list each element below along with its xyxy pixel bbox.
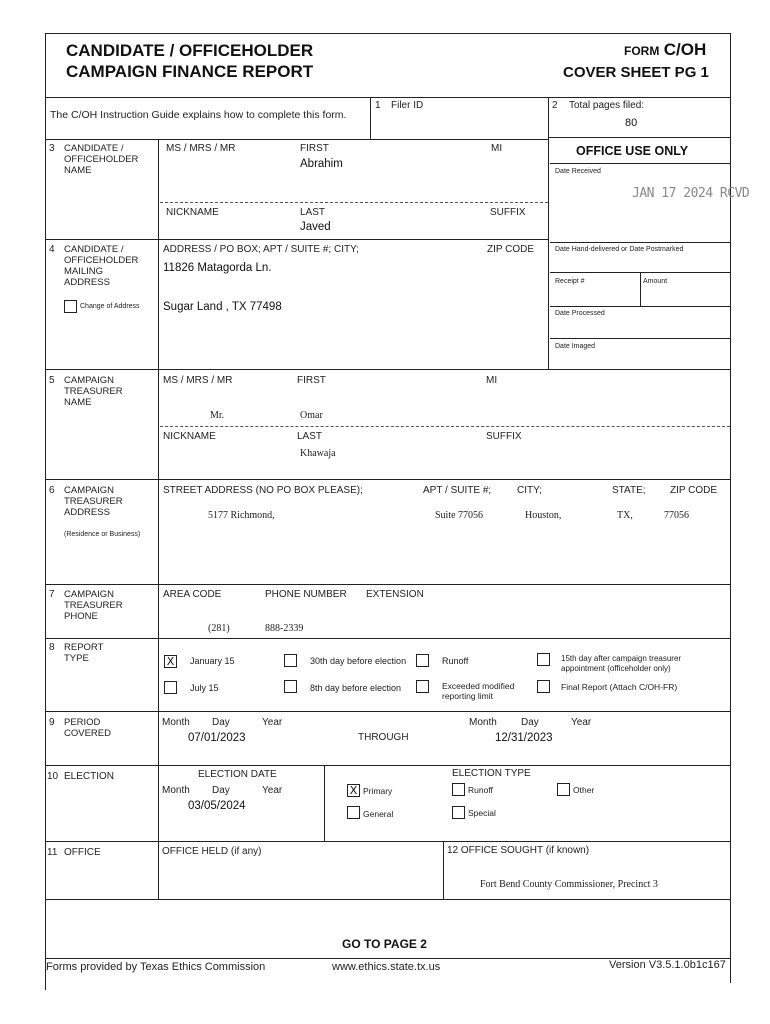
city-label: CITY;: [517, 485, 542, 496]
filer-id-num: 1: [375, 100, 381, 111]
address-line1[interactable]: 11826 Matagorda Ln.: [163, 262, 272, 274]
address-line2[interactable]: Sugar Land , TX 77498: [163, 301, 282, 313]
general-label: General: [363, 809, 394, 819]
date-received-label: Date Received: [555, 168, 601, 175]
election-type-heading: ELECTION TYPE: [452, 768, 531, 779]
office-sought-value[interactable]: Fort Bend County Commissioner, Precinct 3: [480, 879, 658, 890]
label-line: NAME: [64, 397, 92, 408]
election-num: 10: [47, 771, 59, 782]
address-label: [64, 244, 138, 288]
change-of-address-label: Change of Address: [80, 303, 140, 310]
treasurer-address-label: [64, 485, 123, 518]
candidate-label: [64, 143, 138, 176]
zip-value[interactable]: 77056: [664, 510, 689, 521]
candidate-mi-label: MI: [491, 143, 503, 154]
to-day-label: Day: [521, 717, 539, 728]
election-date-value[interactable]: 03/05/2024: [188, 800, 246, 812]
date-imaged-label: Date Imaged: [555, 343, 596, 350]
label-line: PERIOD: [64, 717, 101, 728]
divider: [45, 638, 731, 639]
primary-label: Primary: [363, 786, 393, 796]
street-label: STREET ADDRESS (NO PO BOX PLEASE);: [163, 485, 363, 496]
address-field-label: ADDRESS / PO BOX; APT / SUITE #; CITY;: [163, 244, 359, 255]
report-type-num: 8: [49, 642, 55, 653]
label-line: TREASURER: [64, 496, 123, 507]
candidate-prefix-label: MS / MRS / MR: [166, 143, 236, 154]
rule-header: [45, 97, 731, 98]
period-label: [64, 717, 111, 739]
label-line: ADDRESS: [64, 507, 110, 518]
treasurer-nickname-label: NICKNAME: [163, 431, 216, 442]
form-code-value: C/OH: [663, 40, 707, 59]
state-label: STATE;: [612, 485, 646, 496]
apt-label: APT / SUITE #;: [423, 485, 492, 496]
divider: [160, 202, 548, 203]
general-checkbox[interactable]: [347, 806, 360, 819]
july-15-checkbox[interactable]: [164, 681, 177, 694]
label-line: CAMPAIGN: [64, 485, 114, 496]
label-line: ADDRESS: [64, 277, 110, 288]
received-stamp: JAN 17 2024 RCVD: [632, 186, 750, 201]
label-line: TYPE: [64, 653, 89, 664]
report-type-label: [64, 642, 103, 664]
label-line: COVERED: [64, 728, 111, 739]
label-line: CANDIDATE /: [64, 244, 124, 255]
july-15-label: July 15: [190, 683, 219, 693]
30th-day-checkbox[interactable]: [284, 654, 297, 667]
area-code-label: AREA CODE: [163, 589, 222, 600]
divider: [550, 242, 730, 243]
label-line: CANDIDATE /: [64, 143, 124, 154]
divider: [45, 369, 731, 370]
divider: [45, 711, 731, 712]
divider: [550, 338, 730, 339]
phone-num: 7: [49, 589, 55, 600]
30th-day-label: 30th day before election: [310, 656, 407, 666]
divider: [45, 899, 731, 900]
filer-id-label: Filer ID: [391, 100, 424, 111]
address-num: 4: [49, 244, 55, 255]
footer-version: Version V3.5.1.0b1c167: [609, 959, 726, 971]
from-year-label: Year: [262, 717, 283, 728]
election-label: ELECTION: [64, 771, 115, 782]
divider: [45, 239, 548, 240]
divider: [548, 137, 730, 138]
apt-value[interactable]: Suite 77056: [435, 510, 484, 521]
treasurer-suffix-label: SUFFIX: [486, 431, 522, 442]
election-day-label: Day: [212, 785, 230, 796]
office-sought-label: 12 OFFICE SOUGHT (if known): [447, 845, 590, 856]
divider: [45, 841, 731, 842]
8th-day-checkbox[interactable]: [284, 680, 297, 693]
label-line: NAME: [64, 165, 92, 176]
label-line: OFFICEHOLDER: [64, 154, 139, 165]
change-of-address-checkbox[interactable]: [64, 300, 77, 313]
label-line: REPORT: [64, 642, 104, 653]
footer-website[interactable]: www.ethics.state.tx.us: [332, 961, 441, 973]
divider: [550, 306, 730, 307]
candidate-last-value[interactable]: Javed: [300, 221, 331, 233]
amount-label: Amount: [643, 278, 668, 285]
label-line: TREASURER: [64, 386, 123, 397]
divider: [45, 139, 548, 140]
label-line: MAILING: [64, 266, 104, 277]
cover-sheet-label: COVER SHEET PG 1: [563, 64, 709, 81]
treasurer-first-value[interactable]: Omar: [300, 410, 323, 421]
final-report-label: Final Report (Attach C/OH-FR): [561, 682, 678, 692]
street-value[interactable]: 5177 Richmond,: [208, 510, 275, 521]
label-line: PHONE: [64, 611, 98, 622]
treasurer-mi-label: MI: [486, 375, 498, 386]
primary-checkbox[interactable]: X: [347, 784, 360, 797]
other-election-checkbox[interactable]: [557, 783, 570, 796]
treasurer-prefix-label: MS / MRS / MR: [163, 375, 233, 386]
candidate-first-value[interactable]: Abrahim: [300, 158, 343, 170]
label-line: OFFICEHOLDER: [64, 255, 139, 266]
treasurer-first-label: FIRST: [297, 375, 326, 386]
label-line: CAMPAIGN: [64, 589, 114, 600]
frame-top: [45, 33, 731, 34]
treasurer-last-label: LAST: [297, 431, 323, 442]
runoff-report-checkbox[interactable]: [416, 654, 429, 667]
candidate-last-label: LAST: [300, 207, 326, 218]
period-to-value[interactable]: 12/31/2023: [495, 732, 553, 744]
candidate-num: 3: [49, 143, 55, 154]
receipt-label: Receipt #: [555, 278, 585, 285]
candidate-nickname-label: NICKNAME: [166, 207, 219, 218]
final-report-checkbox[interactable]: [537, 680, 550, 693]
15th-day-checkbox[interactable]: [537, 653, 550, 666]
form-word: FORM: [624, 44, 660, 58]
8th-day-label: 8th day before election: [310, 683, 402, 693]
divider: [158, 369, 159, 899]
office-num: 11: [47, 847, 58, 858]
election-year-label: Year: [262, 785, 283, 796]
other-election-label: Other: [573, 785, 595, 795]
office-use-heading: OFFICE USE ONLY: [576, 144, 689, 158]
instruction-text: The C/OH Instruction Guide explains how to complete this form.: [50, 109, 347, 121]
divider: [550, 163, 730, 164]
treasurer-address-num: 6: [49, 485, 55, 496]
frame-left: [45, 33, 46, 990]
treasurer-prefix-value[interactable]: Mr.: [210, 410, 225, 421]
total-pages-num: 2: [552, 100, 558, 111]
period-from-value[interactable]: 07/01/2023: [188, 732, 246, 744]
city-value[interactable]: Houston,: [525, 510, 562, 521]
january-15-label: January 15: [190, 656, 235, 666]
divider: [45, 479, 731, 480]
15th-day-label: 15th day after campaign treasurer appointment (officeholder only): [561, 654, 682, 673]
phone-number-value[interactable]: 888-2339: [265, 623, 304, 634]
treasurer-num: 5: [49, 375, 55, 386]
divider: [45, 765, 731, 766]
footer-provided-by: Forms provided by Texas Ethics Commission: [46, 961, 266, 973]
form-code: [624, 40, 706, 60]
go-to-page-2: GO TO PAGE 2: [342, 937, 427, 951]
divider: [160, 426, 730, 427]
office-label: OFFICE: [64, 847, 101, 858]
treasurer-last-value[interactable]: Khawaja: [300, 448, 336, 459]
divider: [640, 272, 641, 306]
zip-label: ZIP CODE: [670, 485, 718, 496]
state-value[interactable]: TX,: [617, 510, 633, 521]
hand-delivered-label: Date Hand-delivered or Date Postmarked: [555, 246, 684, 253]
extension-label: EXTENSION: [366, 589, 424, 600]
candidate-first-label: FIRST: [300, 143, 329, 154]
divider: [324, 765, 325, 841]
form-title-line1: CANDIDATE / OFFICEHOLDER: [66, 41, 314, 60]
form-title-line2: CAMPAIGN FINANCE REPORT: [66, 62, 314, 81]
total-pages-value[interactable]: 80: [625, 117, 638, 129]
election-month-label: Month: [162, 785, 190, 796]
divider: [45, 584, 731, 585]
address-zip-label: ZIP CODE: [487, 244, 535, 255]
exceeded-limit-checkbox[interactable]: [416, 680, 429, 693]
to-month-label: Month: [469, 717, 497, 728]
january-15-checkbox[interactable]: X: [164, 655, 177, 668]
phone-number-label: PHONE NUMBER: [265, 589, 347, 600]
divider: [370, 97, 371, 139]
period-num: 9: [49, 717, 55, 728]
divider: [443, 841, 444, 899]
divider: [158, 139, 159, 369]
exceeded-limit-label: Exceeded modified reporting limit: [442, 681, 515, 701]
to-year-label: Year: [571, 717, 592, 728]
label-line: TREASURER: [64, 600, 123, 611]
special-election-checkbox[interactable]: [452, 806, 465, 819]
from-day-label: Day: [212, 717, 230, 728]
election-date-heading: ELECTION DATE: [198, 769, 277, 780]
phone-section-label: [64, 589, 123, 622]
runoff-election-checkbox[interactable]: [452, 783, 465, 796]
through-label: THROUGH: [358, 732, 409, 743]
total-pages-label: Total pages filed:: [569, 100, 645, 111]
special-election-label: Special: [468, 808, 496, 818]
date-processed-label: Date Processed: [555, 310, 605, 317]
runoff-report-label: Runoff: [442, 656, 469, 666]
residence-note: (Residence or Business): [64, 531, 141, 538]
label-line: CAMPAIGN: [64, 375, 114, 386]
candidate-suffix-label: SUFFIX: [490, 207, 526, 218]
office-held-label: OFFICE HELD (if any): [162, 846, 262, 857]
area-code-value[interactable]: (281): [208, 623, 230, 634]
treasurer-label: [64, 375, 123, 408]
runoff-election-label: Runoff: [468, 785, 493, 795]
from-month-label: Month: [162, 717, 190, 728]
